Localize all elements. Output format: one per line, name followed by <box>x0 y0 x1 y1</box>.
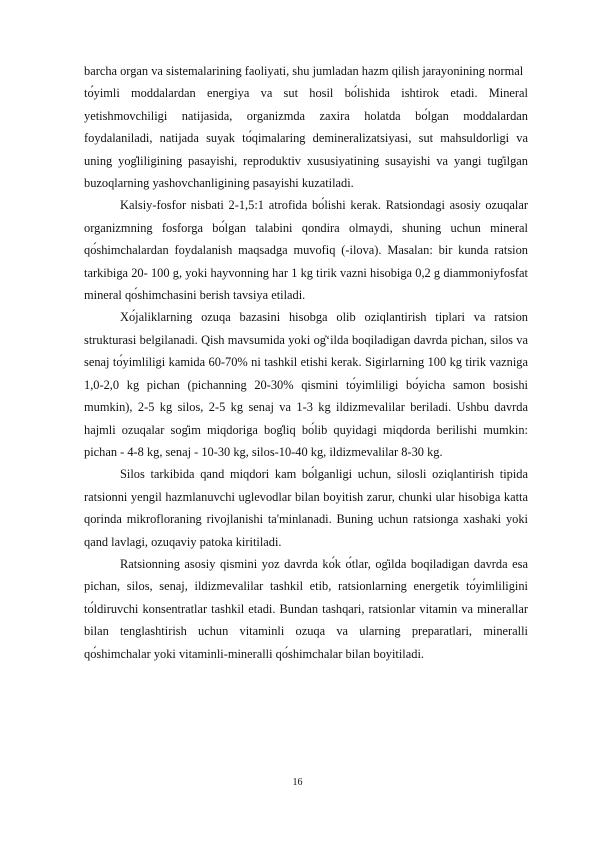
paragraph-ration-structure: Ratsionning asosiy qismini yoz davrda kо́k о́tlar, og̒ilda boqiladigan davrda esa pichan, silos, senaj, ildizmevalilar tashkil etib, ratsionlarning energetik tо́yimliligini tо́ldiruvchi konsentratlar tashkil etadi. Bundan tashqari, ratsionlar vitamin va minerallar bilan tenglashtirish uchun vitaminli ozuqa va ularning preparatlari, mineralli qо́shimchalar yoki vitaminli-mineralli qо́shimchalar bilan boyitiladi. <box>84 556 528 661</box>
paragraph-feeding-types: Xо́jaliklarning ozuqa bazasini hisobga olib oziqlantirish tiplari va ratsion strukturasi belgilanadi. Qish mavsumida yoki og̒ʻilda boqiladigan davrda pichan, silos va senaj tо́yimliligi kamida 60-70% ni tashkil etishi kerak. Sigirlarning 100 kg tirik vazniga 1,0-2,0 kg pichan (pichanning 20-30% qismini tо́yimliligi bо́yicha samon bosishi mumkin), 2-5 kg silos, 2-5 kg senaj va 1-3 kg ildizmevalilar beriladi. Ushbu davrda hajmli ozuqalar sog̒im miqdoriga bog̒liq bо́lib quyidagi miqdorda berilishi mumkin: pichan - 4-8 kg, senaj - 10-30 kg, silos-10-40 kg, ildizmevalilar 8-30 kg. <box>84 310 528 459</box>
paragraph-calcium-phosphorus: Kalsiy-fosfor nisbati 2-1,5:1 atrofida bо́lishi kerak. Ratsiondagi asosiy ozuqalar organizmning fosforga bо́lgan talabini qondira olmaydi, shuning uchun mineral qо́shimchalardan foydalanish maqsadga muvofiq (-ilova). Masalan: bir kunda ratsion tarkibiga 20- 100 g, yoki hayvonning har 1 kg tirik vazni hisobiga 0,2 g diammoniyfosfat mineral qо́shimchasini berish tavsiya etiladi. <box>84 198 528 303</box>
paragraph-silage-sugar: Silos tarkibida qand miqdori kam bо́lganligi uchun, silosli oziqlantirish tipida ratsionni yengil hazmlanuvchi uglevodlar bilan boyitish zarur, chunki ular hisobiga katta qorinda mikrofloraning rivojlanishi ta'minlanadi. Buning uchun ratsionga xashaki yoki qand lavlagi, ozuqaviy patoka kiritiladi. <box>84 467 528 549</box>
paragraph-mineral-deficiency: tо́yimli moddalardan energiya va sut hosil bо́lishida ishtirok etadi. Mineral yetishmovchiligi natijasida, organizmda zaxira holatda bо́lgan moddalardan foydalaniladi, natijada suyak tо́qimalaring demineralizatsiyasi, sut mahsuldorligi va uning yog̒liligining pasayishi, reproduktiv xususiyatining susayishi va yangi tug̒ilgan buzoqlarning yashovchanligining pasayishi kuzatiladi. <box>84 86 528 191</box>
page-number: 16 <box>292 777 303 788</box>
page-body <box>84 60 528 665</box>
paragraph-continuation: barcha organ va sistemalarining faoliyati, shu jumladan hazm qilish jarayonining normal <box>84 64 524 78</box>
